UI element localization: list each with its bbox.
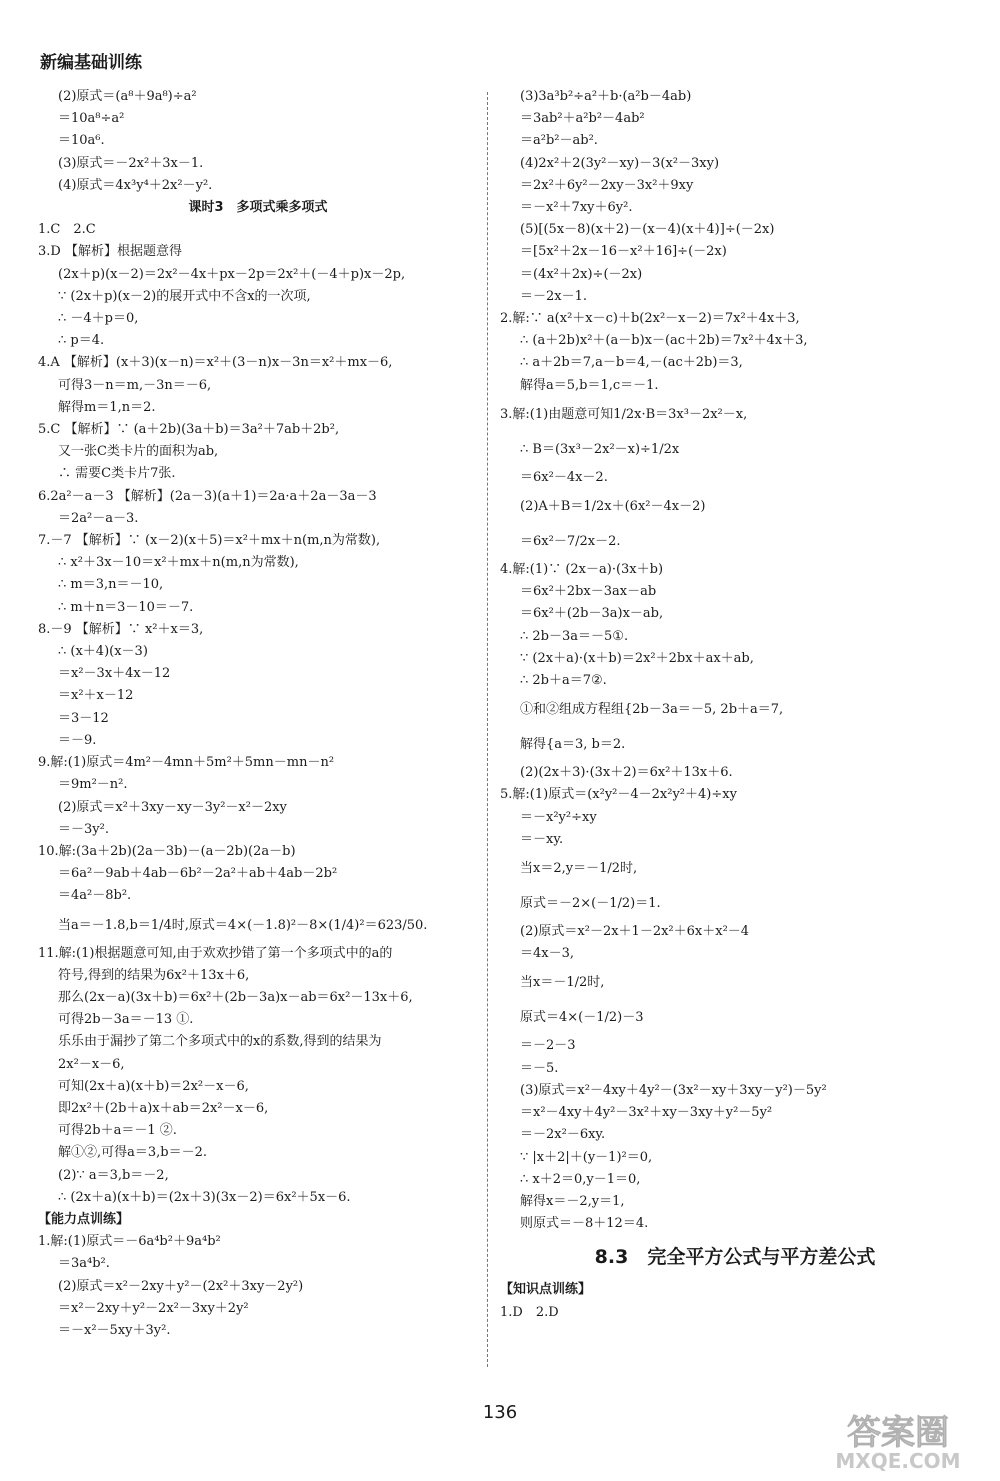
answer-line: 符号,得到的结果为6x²＋13x＋6, — [58, 967, 250, 983]
answer-line: 又一张C类卡片的面积为ab, — [58, 444, 219, 460]
answer-line: ＝(4x²＋2x)÷(－2x) — [520, 266, 643, 282]
answer-line: (2)原式＝x²－2xy＋y²－(2x²＋3xy－2y²) — [58, 1278, 304, 1294]
answer-line: 可得2b＋a＝－1 ②. — [58, 1123, 177, 1139]
answer-line: 那么(2x－a)(3x＋b)＝6x²＋(2b－3a)x－ab＝6x²－13x＋6, — [58, 989, 413, 1005]
page-number: 136 — [482, 1402, 518, 1423]
answer-line: ＝2a²－a－3. — [58, 510, 139, 526]
answer-line: ∵ (2x＋p)(x－2)的展开式中不含x的一次项, — [58, 288, 311, 304]
answer-line: ∵ |x＋2|＋(y－1)²＝0, — [520, 1149, 653, 1165]
svg-text:MXQE.COM: MXQE.COM — [835, 1449, 961, 1472]
answer-line: ＝6x²－7/2x－2. — [520, 534, 621, 550]
answer-line: ＝6x²＋(2b－3a)x－ab, — [520, 606, 664, 622]
answer-line: ＝10a⁶. — [58, 133, 105, 149]
answer-line: ∴ x＋2＝0,y－1＝0, — [520, 1171, 641, 1187]
answer-line: ＝6x²＋2bx－3ax－ab — [520, 584, 657, 600]
answer-line: 1.解:(1)原式＝－6a⁴b²＋9a⁴b² — [38, 1234, 221, 1250]
answer-line: ＝－x²＋7xy＋6y². — [520, 200, 633, 216]
answer-line: (3)原式＝x²－4xy＋4y²－(3x²－xy＋3xy－y²)－5y² — [520, 1082, 827, 1098]
answer-line: ＝10a⁸÷a² — [58, 111, 125, 127]
answer-line: (2)原式＝x²－2x＋1－2x²＋6x＋x²－4 — [520, 924, 750, 940]
answer-line: 即2x²＋(2b＋a)x＋ab＝2x²－x－6, — [58, 1100, 269, 1116]
answer-line: 1.D 2.D — [500, 1304, 559, 1320]
answer-line: (2)∵ a＝3,b＝－2, — [58, 1167, 169, 1183]
answer-line: (4)2x²＋2(3y²－xy)－3(x²－3xy) — [520, 155, 720, 171]
answer-line: ∴ 需要C类卡片7张. — [58, 466, 176, 482]
svg-text:答案圈: 答案圈 — [847, 1413, 949, 1453]
answer-line: ∴ a＋2b＝7,a－b＝4,－(ac＋2b)＝3, — [520, 355, 743, 371]
section-label: 【能力点训练】 — [38, 1211, 130, 1227]
answer-line: (2)原式＝x²＋3xy－xy－3y²－x²－2xy — [58, 799, 287, 815]
answer-line: 5.C 【解析】∵ (a＋2b)(3a＋b)＝3a²＋7ab＋2b², — [38, 422, 340, 438]
answer-line: 3.D 【解析】根据题意得 — [38, 244, 182, 260]
answer-line: 2.解:∵ a(x²＋x－c)＋b(2x²－x－2)＝7x²＋4x＋3, — [500, 311, 800, 327]
answer-line: (2)原式＝(a⁸＋9a⁸)÷a² — [58, 89, 197, 104]
answer-line: ∴ 2b＋a＝7②. — [520, 673, 607, 689]
answer-line: 2x²－x－6, — [58, 1056, 125, 1072]
answer-line: 3.解:(1)由题意可知1/2x·B＝3x³－2x²－x, — [500, 406, 748, 422]
answer-line: ＝x²＋x－12 — [58, 688, 134, 704]
answer-line: 5.解:(1)原式＝(x²y²－4－2x²y²＋4)÷xy — [500, 787, 737, 803]
answer-line: 解得a＝5,b＝1,c＝－1. — [520, 377, 659, 393]
section-title: 8.3 完全平方公式与平方差公式 — [594, 1246, 876, 1269]
equation-system: ①和②组成方程组{2b－3a＝－5, 2b＋a＝7, — [520, 702, 784, 718]
answer-line: ＝－5. — [520, 1060, 559, 1076]
answer-line: (3)3a³b²÷a²＋b·(a²b－4ab) — [520, 89, 692, 104]
answer-line: 当x＝－1/2时, — [520, 975, 605, 991]
answer-line: 原式＝－2×(－1/2)＝1. — [520, 896, 661, 912]
answer-line: ＝3a⁴b². — [58, 1256, 110, 1272]
answer-line: ＝3ab²＋a²b²－4ab² — [520, 111, 645, 127]
answer-line: 可得3－n＝m,－3n＝－6, — [58, 377, 212, 393]
answer-line: ∴ m＝3,n＝－10, — [58, 577, 164, 593]
answer-line: 11.解:(1)根据题意可知,由于欢欢抄错了第一个多项式中的a的 — [38, 945, 393, 961]
answer-line: ＝－x²－5xy＋3y². — [58, 1322, 171, 1338]
answer-line: ＝－2x－1. — [520, 288, 588, 304]
answer-line: 可得2b－3a＝－13 ①. — [58, 1012, 194, 1028]
answer-line: (2)A＋B＝1/2x＋(6x²－4x－2) — [520, 499, 706, 515]
answer-line: 1.C 2.C — [38, 222, 96, 238]
answer-line: 4.A 【解析】(x＋3)(x－n)＝x²＋(3－n)x－3n＝x²＋mx－6, — [38, 355, 393, 371]
answer-line: 解①②,可得a＝3,b＝－2. — [58, 1145, 208, 1161]
answer-line: ＝4x－3, — [520, 946, 575, 962]
answer-line: 7.－7 【解析】∵ (x－2)(x＋5)＝x²＋mx＋n(m,n为常数), — [38, 533, 381, 549]
answer-line: ∴ －4＋p＝0, — [58, 311, 139, 327]
answer-line: ＝4a²－8b². — [58, 888, 132, 904]
answer-line: ＝x²－2xy＋y²－2x²－3xy＋2y² — [58, 1300, 249, 1316]
answer-line: (2x＋p)(x－2)＝2x²－4x＋px－2p＝2x²＋(－4＋p)x－2p, — [58, 266, 406, 282]
answer-line: ＝－x²y²÷xy — [520, 809, 597, 825]
book-title: 新编基础训练 — [40, 53, 142, 73]
answer-line: (4)原式＝4x³y⁴＋2x²－y². — [58, 177, 213, 193]
answer-line: (5)[(5x－8)(x＋2)－(x－4)(x＋4)]÷(－2x) — [520, 222, 775, 238]
answer-line: ∴ (x＋4)(x－3) — [58, 644, 148, 660]
answer-line: 可知(2x＋a)(x＋b)＝2x²－x－6, — [58, 1078, 249, 1094]
answer-line: 解得m＝1,n＝2. — [58, 399, 156, 415]
lesson-heading: 课时3 多项式乘多项式 — [188, 200, 328, 216]
answer-line: ＝a²b²－ab². — [520, 133, 598, 149]
right-column — [500, 86, 970, 1324]
answer-line: ∴ x²＋3x－10＝x²＋mx＋n(m,n为常数), — [58, 555, 299, 571]
answer-line: (3)原式＝－2x²＋3x－1. — [58, 155, 204, 171]
answer-line: ∵ (2x＋a)·(x＋b)＝2x²＋2bx＋ax＋ab, — [520, 650, 754, 666]
answer-line: ∴ p＝4. — [58, 333, 105, 349]
answer-line: 乐乐由于漏抄了第二个多项式中的x的系数,得到的结果为 — [58, 1034, 382, 1050]
answer-line: 4.解:(1)∵ (2x－a)·(3x＋b) — [500, 562, 664, 578]
answer-line: 则原式＝－8＋12＝4. — [520, 1216, 649, 1232]
answer-line: ∴ (a＋2b)x²＋(a－b)x－(ac＋2b)＝7x²＋4x＋3, — [520, 333, 808, 349]
answer-line: ＝－9. — [58, 732, 97, 748]
answer-line: ∴ B＝(3x³－2x²－x)÷1/2x — [520, 441, 680, 457]
answer-line: 当a＝－1.8,b＝1/4时,原式＝4×(－1.8)²－8×(1/4)²＝623/50. — [58, 917, 428, 933]
answer-line: ＝6a²－9ab＋4ab－6b²－2a²＋ab＋4ab－2b² — [58, 866, 338, 882]
answer-line: 6.2a²－a－3 【解析】(2a－3)(a＋1)＝2a·a＋2a－3a－3 — [38, 488, 377, 504]
answer-line: ＝－2x²－6xy. — [520, 1127, 606, 1143]
answer-line: ＝－2－3 — [520, 1038, 576, 1054]
answer-line: 解得x＝－2,y＝1, — [520, 1193, 625, 1209]
column-divider — [487, 92, 488, 1367]
answer-line: 10.解:(3a＋2b)(2a－3b)－(a－2b)(2a－b) — [38, 843, 296, 859]
answer-line: ＝3－12 — [58, 710, 109, 726]
answer-line: ＝x²－3x＋4x－12 — [58, 666, 171, 682]
watermark-logo — [808, 1408, 988, 1472]
answer-line: 8.－9 【解析】∵ x²＋x＝3, — [38, 621, 204, 637]
left-column — [38, 86, 478, 1342]
answer-line: ∴ m＋n＝3－10＝－7. — [58, 599, 194, 615]
answer-line: ＝2x²＋6y²－2xy－3x²＋9xy — [520, 177, 694, 193]
answer-line: 原式＝4×(－1/2)－3 — [520, 1010, 644, 1026]
answer-line: ∴ 2b－3a＝－5①. — [520, 628, 629, 644]
answer-line: ＝9m²－n². — [58, 777, 128, 793]
answer-line: ＝－3y². — [58, 821, 109, 837]
section-label: 【知识点训练】 — [500, 1282, 592, 1298]
answer-line: ＝x²－4xy＋4y²－3x²＋xy－3xy＋y²－5y² — [520, 1105, 773, 1121]
answer-line: (2)(2x＋3)·(3x＋2)＝6x²＋13x＋6. — [520, 765, 733, 781]
equation-system: 解得{a＝3, b＝2. — [520, 737, 626, 753]
answer-line: ＝－xy. — [520, 831, 564, 847]
answer-line: ＝6x²－4x－2. — [520, 469, 608, 485]
answer-line: ∴ (2x＋a)(x＋b)＝(2x＋3)(3x－2)＝6x²＋5x－6. — [58, 1189, 351, 1205]
answer-line: ＝[5x²＋2x－16－x²＋16]÷(－2x) — [520, 244, 727, 260]
answer-line: 当x＝2,y＝－1/2时, — [520, 861, 638, 877]
answer-line: 9.解:(1)原式＝4m²－4mn＋5m²＋5mn－mn－n² — [38, 755, 335, 771]
